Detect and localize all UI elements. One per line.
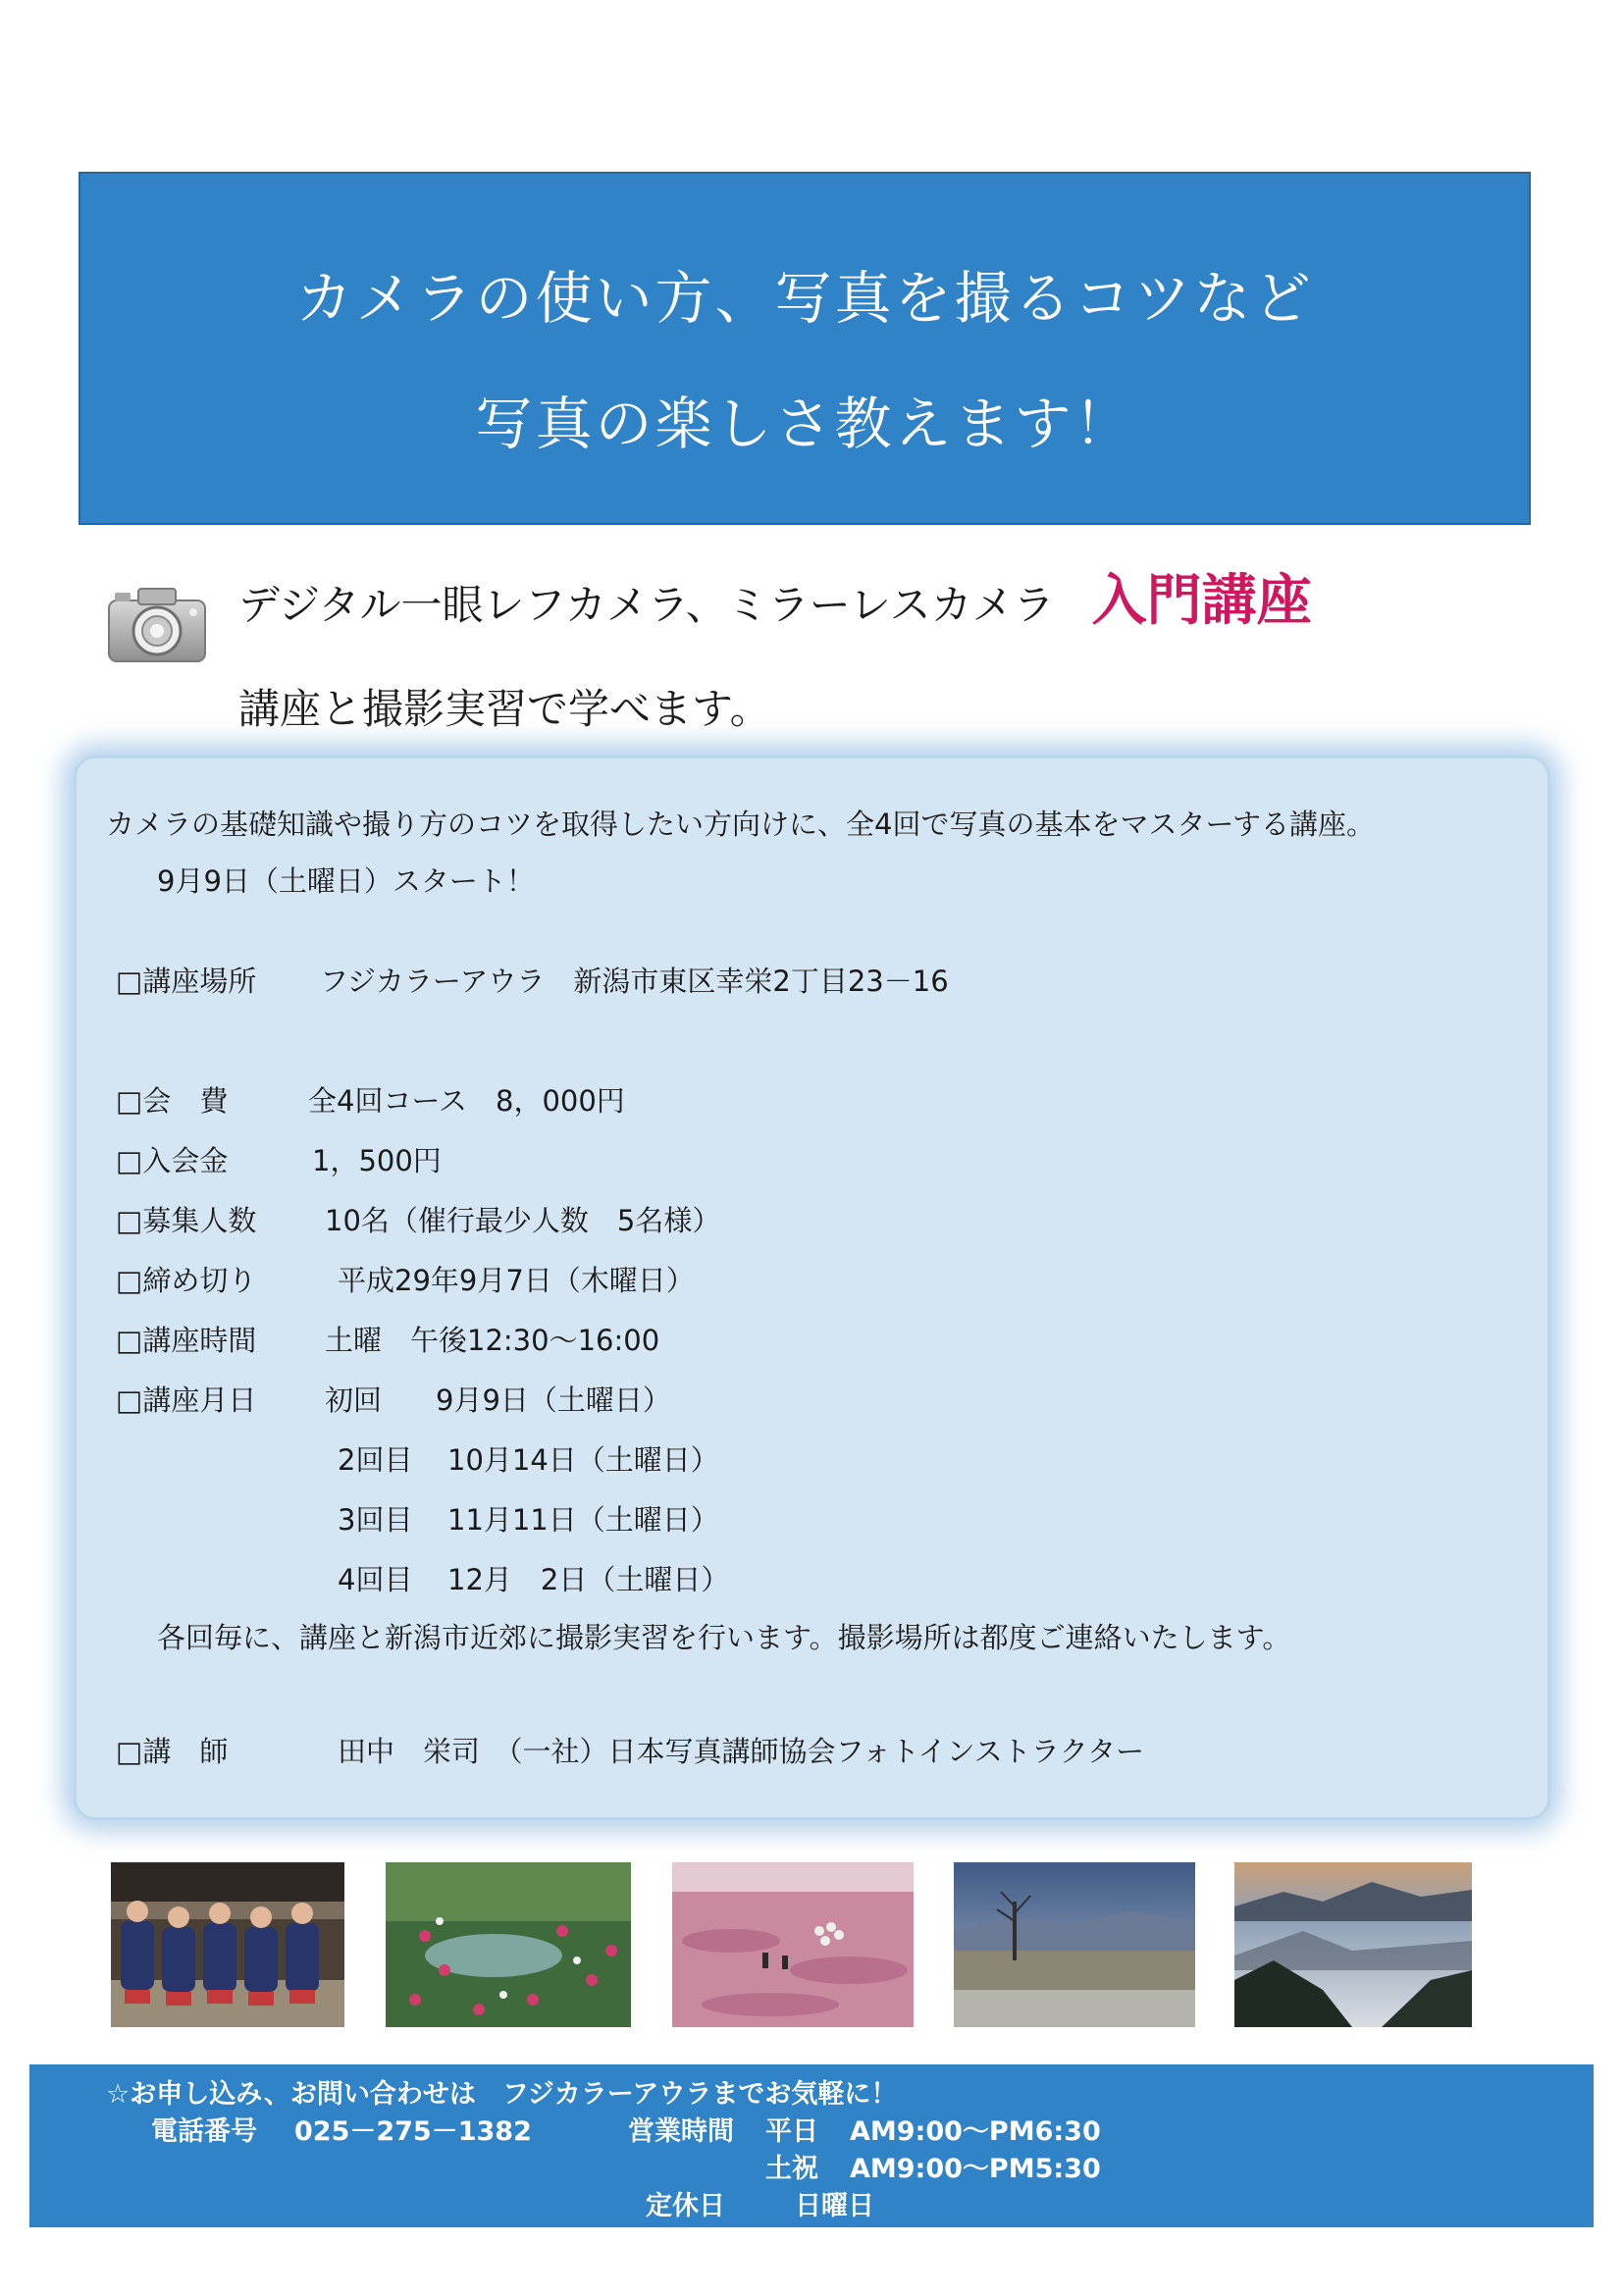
photo-flower-garden <box>386 1862 631 2027</box>
banner-line-2: 写真の楽しさ教えます！ <box>475 391 1134 457</box>
footer-closed-label: 定休日 <box>646 2191 725 2221</box>
footer-holiday-hours: AM9:00～PM5:30 <box>850 2154 1101 2184</box>
info-value-fee: 全4回コース 8，000円 <box>308 1084 625 1118</box>
intro-text: デジタル一眼レフカメラ、ミラーレスカメラ <box>238 581 1055 629</box>
footer-weekday-label: 平日 <box>765 2116 818 2147</box>
photo-people-kimono <box>111 1862 344 2027</box>
info-value-instructor: 田中 栄司 （一社）日本写真講師協会フォトインストラクター <box>338 1735 1145 1768</box>
footer-holiday-label: 土祝 <box>765 2154 818 2184</box>
footer-hours-label: 営業時間 <box>628 2116 734 2147</box>
camera-icon <box>103 579 211 667</box>
schedule-date-3: 11月11日（土曜日） <box>447 1503 719 1537</box>
info-lead: カメラの基礎知識や撮り方のコツを取得したい方向けに、全4回で写真の基本をマスターする講座。 <box>106 808 1376 841</box>
info-value-venue: フジカラーアウラ 新潟市東区幸栄2丁目23－16 <box>320 965 949 998</box>
footer-inquiry: ☆お申し込み、お問い合わせは フジカラーアウラまでお気軽に！ <box>106 2079 898 2110</box>
info-value-time: 土曜 午後12:30～16:00 <box>325 1324 660 1357</box>
schedule-session-2: 2回目 <box>338 1443 413 1477</box>
schedule-date-1: 9月9日（土曜日） <box>436 1383 671 1417</box>
info-start: 9月9日（土曜日）スタート！ <box>157 864 535 898</box>
info-label-capacity: □募集人数 <box>116 1204 257 1237</box>
banner-line-1: カメラの使い方、写真を撮るコツなど <box>295 265 1314 332</box>
info-label-time: □講座時間 <box>116 1324 257 1357</box>
info-label-venue: □講座場所 <box>116 965 257 998</box>
photo-winter-tree-field <box>954 1862 1195 2027</box>
schedule-session-4: 4回目 <box>338 1563 413 1596</box>
info-label-entry-fee: □入会金 <box>116 1144 229 1177</box>
info-note: 各回毎に、講座と新潟市近郊に撮影実習を行います。撮影場所は都度ご連絡いたします。 <box>157 1621 1291 1654</box>
schedule-date-2: 10月14日（土曜日） <box>447 1443 719 1477</box>
info-label-schedule: □講座月日 <box>116 1383 257 1417</box>
intro-line-1 <box>238 557 1312 636</box>
intro-course-title: 入門講座 <box>1091 569 1312 633</box>
info-value-entry-fee: 1，500円 <box>312 1144 442 1177</box>
footer-closed-day: 日曜日 <box>795 2191 874 2221</box>
schedule-date-4: 12月 2日（土曜日） <box>447 1563 730 1596</box>
footer-weekday-hours: AM9:00～PM6:30 <box>850 2116 1101 2147</box>
info-box <box>74 756 1550 1820</box>
info-label-fee: □会 費 <box>116 1084 229 1118</box>
info-value-capacity: 10名（催行最少人数 5名様） <box>325 1204 721 1237</box>
photo-sea-of-clouds <box>1234 1862 1472 2027</box>
photo-pink-field <box>672 1862 914 2027</box>
intro-line-2: 講座と撮影実習で学べます。 <box>238 685 771 733</box>
info-label-instructor: □講 師 <box>116 1735 229 1768</box>
footer-phone-number: 025－275－1382 <box>294 2116 532 2147</box>
info-label-deadline: □締め切り <box>116 1264 257 1297</box>
contact-footer <box>29 2064 1594 2227</box>
footer-phone-label: 電話番号 <box>151 2116 257 2147</box>
header-banner <box>79 172 1531 525</box>
info-value-deadline: 平成29年9月7日（木曜日） <box>338 1264 695 1297</box>
schedule-session-3: 3回目 <box>338 1503 413 1537</box>
schedule-session-1: 初回 <box>325 1383 383 1417</box>
